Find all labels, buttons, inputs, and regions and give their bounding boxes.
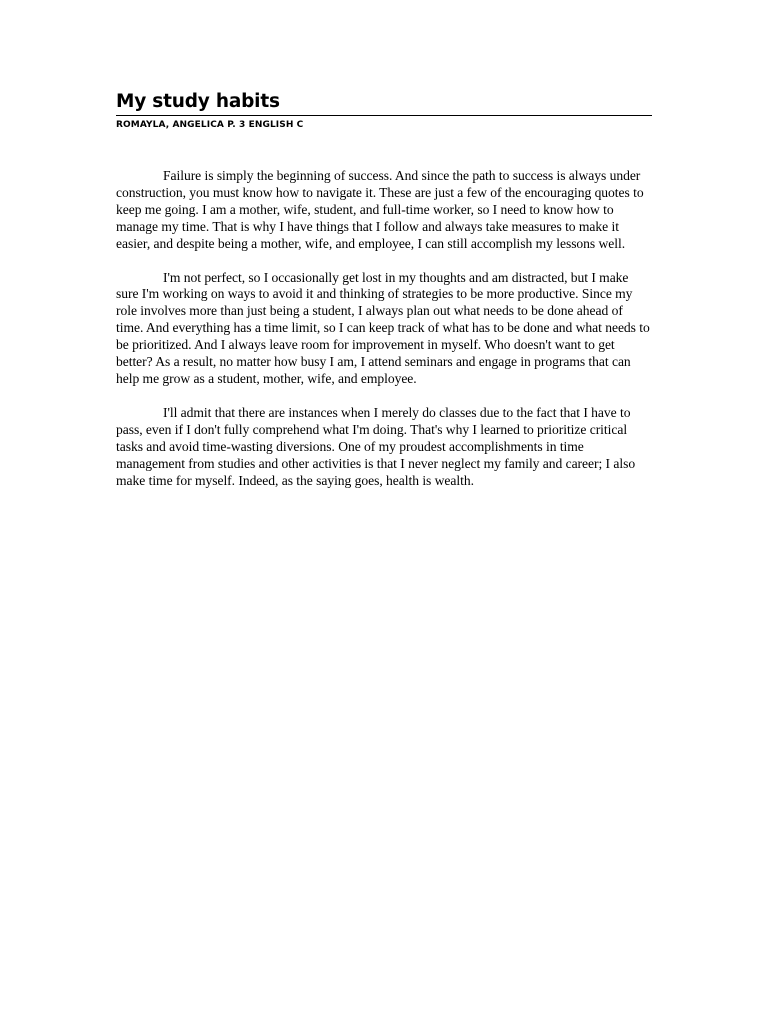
paragraph-3: I'll admit that there are instances when I merely do classes due to the fact that I have to pass, even if I don't fully comprehend what I'm doing. That's why I learned to prioritize critical tasks and avoid time-wasting diversions. One of my proudest accomplishments in time management from studies and other activities is that I never neglect my family and career; I also make time for myself. Indeed, as the saying goes, health is wealth.	[116, 404, 636, 488]
paragraph-2: I'm not perfect, so I occasionally get lost in my thoughts and am distracted, but I make sure I'm working on ways to avoid it and thinking of strategies to be more productive. Since my role involves more than just being a student, I always plan out what needs to be done ahead of time. And everything has a time limit, so I can keep track of what has to be done and what needs to be prioritized. And I always leave room for improvement in myself. Who doesn't want to get better? As a result, no matter how busy I am, I attend seminars and engage in programs that can help me grow as a student, mother, wife, and employee.	[116, 269, 650, 386]
paragraph-1: Failure is simply the beginning of success. And since the path to success is always under construction, you must know how to navigate it. These are just a few of the encouraging quotes to keep me going. I am a mother, wife, student, and full-time worker, so I need to know how to manage my time. That is why I have things that I follow and always take measures to make it easier, and despite being a mother, wife, and employee, I can still accomplish my lessons well.	[116, 168, 644, 251]
document-body	[116, 168, 652, 489]
author-line: ROMAYLA, ANGELICA P. 3 ENGLISH C	[116, 120, 304, 130]
document-content	[116, 90, 652, 506]
document-title: My study habits	[116, 90, 652, 116]
